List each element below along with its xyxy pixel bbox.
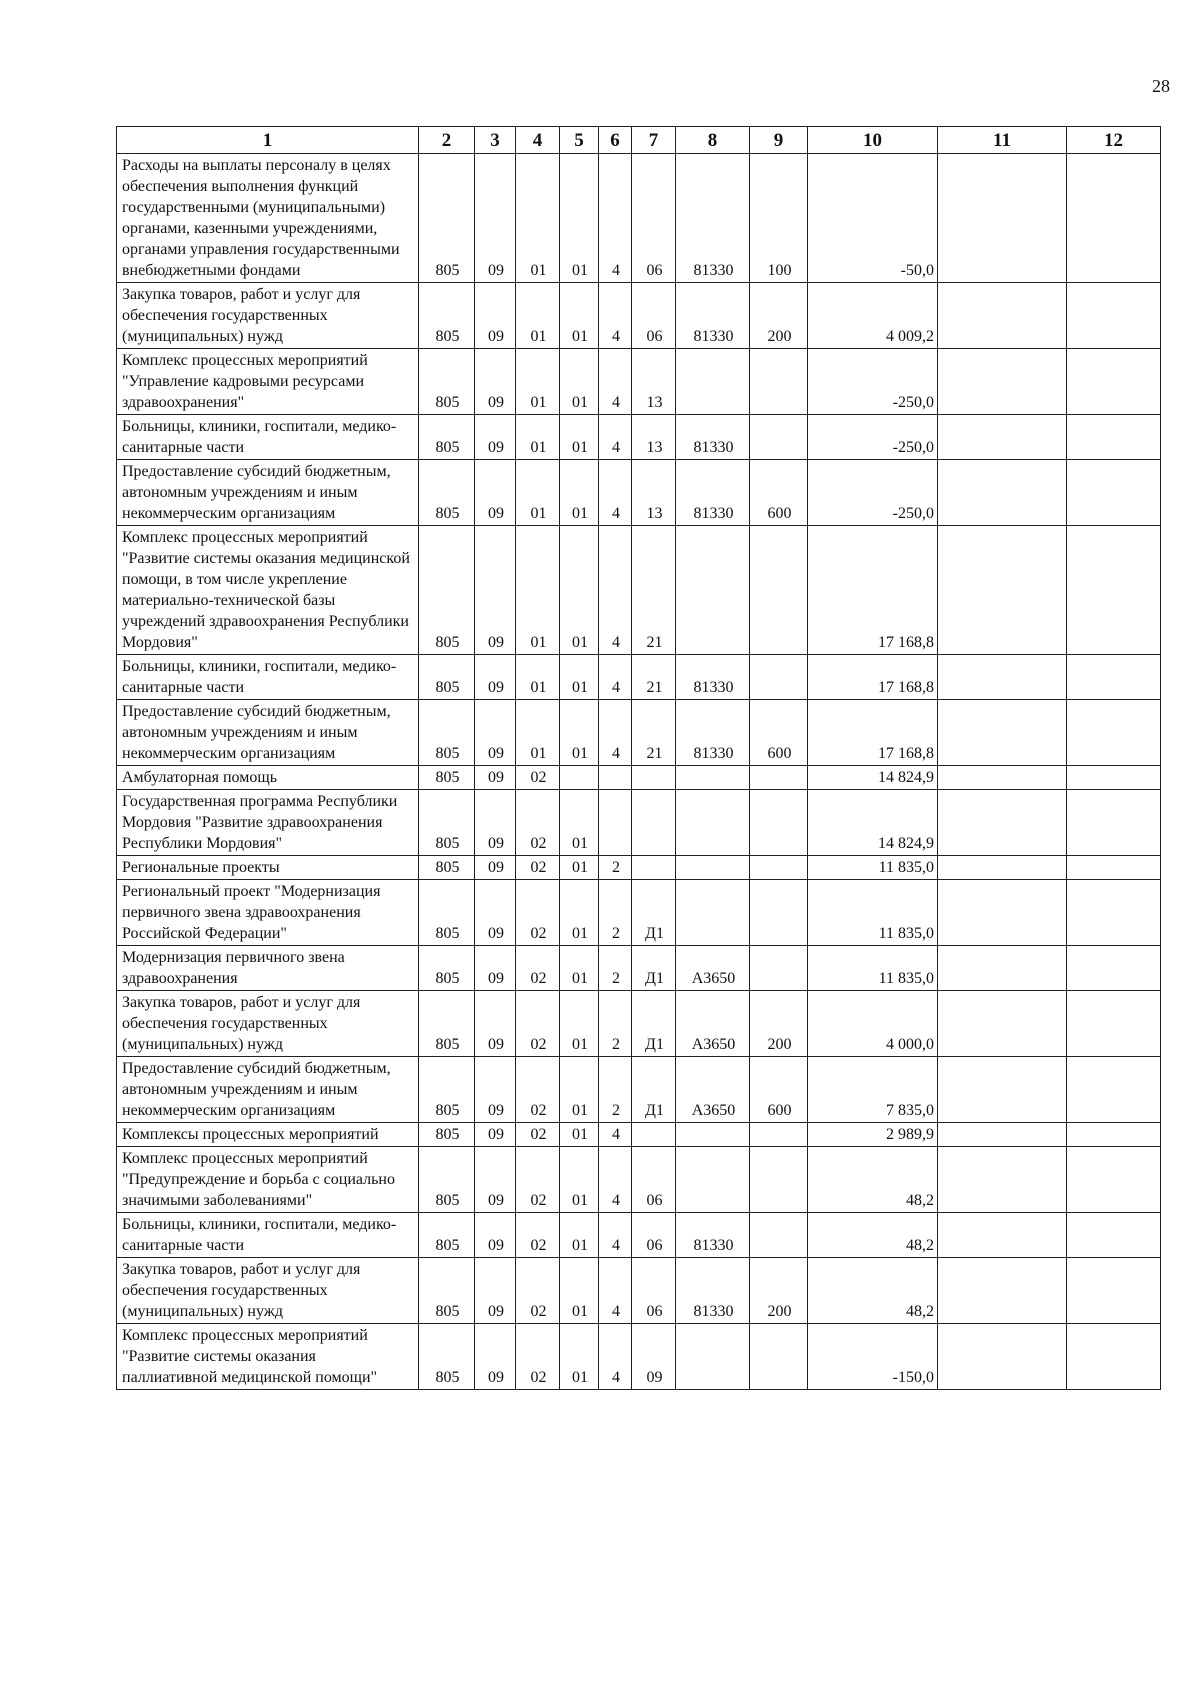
column-11-value-cell: [938, 880, 1067, 946]
direction-code-cell: 81330: [676, 1258, 750, 1324]
expense-type-code-cell: 600: [750, 1057, 808, 1123]
program-code-cell: 01: [560, 1258, 599, 1324]
program-code-cell: 01: [560, 856, 599, 880]
direction-code-cell: [676, 1123, 750, 1147]
ministry-code-cell: 805: [419, 766, 475, 790]
header-row: [117, 127, 1161, 154]
ministry-code-cell: 805: [419, 154, 475, 283]
item-name-cell: Государственная программа Республики Мордовия "Развитие здравоохранения Республики Мордовия": [117, 790, 419, 856]
subsection-code-cell: 02: [516, 1123, 560, 1147]
table-row: [117, 700, 1161, 766]
column-11-value-cell: [938, 655, 1067, 700]
subprogram-code-cell: 2: [599, 946, 632, 991]
table-row: [117, 766, 1161, 790]
expense-type-code-cell: [750, 880, 808, 946]
subsection-code-cell: 01: [516, 154, 560, 283]
column-12-value-cell: [1067, 790, 1161, 856]
expense-type-code-cell: [750, 655, 808, 700]
column-12-value-cell: [1067, 880, 1161, 946]
measure-code-cell: 09: [632, 1324, 676, 1390]
expense-type-code-cell: 200: [750, 1258, 808, 1324]
column-11-value-cell: [938, 946, 1067, 991]
column-header: 2: [419, 127, 475, 154]
measure-code-cell: 21: [632, 700, 676, 766]
column-11-value-cell: [938, 1324, 1067, 1390]
section-code-cell: 09: [475, 1147, 516, 1213]
expense-type-code-cell: [750, 790, 808, 856]
page-number: 28: [1152, 76, 1170, 96]
amount-cell: 11 835,0: [808, 880, 938, 946]
item-name-cell: Региональные проекты: [117, 856, 419, 880]
table-row: [117, 1147, 1161, 1213]
table-row: [117, 1258, 1161, 1324]
section-code-cell: 09: [475, 856, 516, 880]
program-code-cell: 01: [560, 460, 599, 526]
column-11-value-cell: [938, 856, 1067, 880]
ministry-code-cell: 805: [419, 880, 475, 946]
subprogram-code-cell: 2: [599, 856, 632, 880]
amount-cell: 17 168,8: [808, 526, 938, 655]
expense-type-code-cell: [750, 526, 808, 655]
measure-code-cell: 13: [632, 460, 676, 526]
amount-cell: 4 009,2: [808, 283, 938, 349]
measure-code-cell: 06: [632, 1213, 676, 1258]
column-12-value-cell: [1067, 1213, 1161, 1258]
direction-code-cell: [676, 790, 750, 856]
expense-type-code-cell: [750, 415, 808, 460]
column-header: 7: [632, 127, 676, 154]
column-header: 1: [117, 127, 419, 154]
subprogram-code-cell: 4: [599, 1324, 632, 1390]
column-12-value-cell: [1067, 460, 1161, 526]
table-row: [117, 415, 1161, 460]
direction-code-cell: [676, 856, 750, 880]
table-row: [117, 1057, 1161, 1123]
amount-cell: 48,2: [808, 1213, 938, 1258]
measure-code-cell: [632, 790, 676, 856]
item-name-cell: Комплекс процессных мероприятий "Предупреждение и борьба с социально значимыми заболеваниями": [117, 1147, 419, 1213]
table-body: [117, 154, 1161, 1390]
subsection-code-cell: 01: [516, 415, 560, 460]
subprogram-code-cell: 4: [599, 1258, 632, 1324]
item-name-cell: Комплекс процессных мероприятий "Управление кадровыми ресурсами здравоохранения": [117, 349, 419, 415]
table-row: [117, 880, 1161, 946]
direction-code-cell: А3650: [676, 991, 750, 1057]
measure-code-cell: Д1: [632, 946, 676, 991]
section-code-cell: 09: [475, 946, 516, 991]
column-header: 4: [516, 127, 560, 154]
ministry-code-cell: 805: [419, 460, 475, 526]
amount-cell: 17 168,8: [808, 700, 938, 766]
column-header: 6: [599, 127, 632, 154]
column-12-value-cell: [1067, 856, 1161, 880]
section-code-cell: 09: [475, 1324, 516, 1390]
ministry-code-cell: 805: [419, 1213, 475, 1258]
amount-cell: -50,0: [808, 154, 938, 283]
expense-type-code-cell: [750, 1324, 808, 1390]
measure-code-cell: 06: [632, 283, 676, 349]
table-row: [117, 790, 1161, 856]
budget-table: [116, 126, 1161, 1390]
item-name-cell: Больницы, клиники, госпитали, медико-санитарные части: [117, 415, 419, 460]
table-row: [117, 856, 1161, 880]
direction-code-cell: 81330: [676, 655, 750, 700]
amount-cell: 2 989,9: [808, 1123, 938, 1147]
subsection-code-cell: 02: [516, 1147, 560, 1213]
subsection-code-cell: 02: [516, 766, 560, 790]
section-code-cell: 09: [475, 460, 516, 526]
subprogram-code-cell: 4: [599, 1123, 632, 1147]
section-code-cell: 09: [475, 526, 516, 655]
subprogram-code-cell: 2: [599, 880, 632, 946]
column-11-value-cell: [938, 1258, 1067, 1324]
column-header: 5: [560, 127, 599, 154]
program-code-cell: [560, 766, 599, 790]
subprogram-code-cell: 4: [599, 700, 632, 766]
item-name-cell: Амбулаторная помощь: [117, 766, 419, 790]
expense-type-code-cell: [750, 766, 808, 790]
column-11-value-cell: [938, 991, 1067, 1057]
subprogram-code-cell: 4: [599, 460, 632, 526]
amount-cell: -250,0: [808, 349, 938, 415]
section-code-cell: 09: [475, 790, 516, 856]
item-name-cell: Закупка товаров, работ и услуг для обеспечения государственных (муниципальных) нужд: [117, 1258, 419, 1324]
subprogram-code-cell: 4: [599, 415, 632, 460]
column-11-value-cell: [938, 283, 1067, 349]
measure-code-cell: [632, 856, 676, 880]
subsection-code-cell: 02: [516, 946, 560, 991]
column-12-value-cell: [1067, 946, 1161, 991]
amount-cell: 11 835,0: [808, 946, 938, 991]
measure-code-cell: 13: [632, 415, 676, 460]
column-12-value-cell: [1067, 1123, 1161, 1147]
program-code-cell: 01: [560, 790, 599, 856]
expense-type-code-cell: [750, 856, 808, 880]
program-code-cell: 01: [560, 1324, 599, 1390]
direction-code-cell: [676, 526, 750, 655]
ministry-code-cell: 805: [419, 991, 475, 1057]
program-code-cell: 01: [560, 991, 599, 1057]
column-12-value-cell: [1067, 991, 1161, 1057]
subsection-code-cell: 02: [516, 1324, 560, 1390]
column-11-value-cell: [938, 1213, 1067, 1258]
direction-code-cell: [676, 1147, 750, 1213]
subprogram-code-cell: 2: [599, 1057, 632, 1123]
section-code-cell: 09: [475, 655, 516, 700]
ministry-code-cell: 805: [419, 1123, 475, 1147]
program-code-cell: 01: [560, 1213, 599, 1258]
section-code-cell: 09: [475, 991, 516, 1057]
section-code-cell: 09: [475, 880, 516, 946]
direction-code-cell: 81330: [676, 283, 750, 349]
table-row: [117, 460, 1161, 526]
measure-code-cell: 06: [632, 1147, 676, 1213]
ministry-code-cell: 805: [419, 415, 475, 460]
subsection-code-cell: 01: [516, 526, 560, 655]
item-name-cell: Закупка товаров, работ и услуг для обеспечения государственных (муниципальных) нужд: [117, 283, 419, 349]
subsection-code-cell: 02: [516, 991, 560, 1057]
column-11-value-cell: [938, 349, 1067, 415]
item-name-cell: Комплекс процессных мероприятий "Развитие системы оказания медицинской помощи, в том числе укрепление материально-технической базы учреждений здравоохранения Республики Мордовия": [117, 526, 419, 655]
program-code-cell: 01: [560, 880, 599, 946]
subprogram-code-cell: 4: [599, 283, 632, 349]
ministry-code-cell: 805: [419, 1324, 475, 1390]
ministry-code-cell: 805: [419, 700, 475, 766]
program-code-cell: 01: [560, 349, 599, 415]
amount-cell: 17 168,8: [808, 655, 938, 700]
amount-cell: 4 000,0: [808, 991, 938, 1057]
direction-code-cell: [676, 880, 750, 946]
measure-code-cell: 06: [632, 1258, 676, 1324]
amount-cell: 11 835,0: [808, 856, 938, 880]
amount-cell: 48,2: [808, 1258, 938, 1324]
subprogram-code-cell: 4: [599, 1147, 632, 1213]
amount-cell: 48,2: [808, 1147, 938, 1213]
subsection-code-cell: 02: [516, 1057, 560, 1123]
program-code-cell: 01: [560, 700, 599, 766]
column-12-value-cell: [1067, 655, 1161, 700]
column-11-value-cell: [938, 460, 1067, 526]
program-code-cell: 01: [560, 526, 599, 655]
column-header: 12: [1067, 127, 1161, 154]
item-name-cell: Региональный проект "Модернизация первичного звена здравоохранения Российской Федерации": [117, 880, 419, 946]
measure-code-cell: Д1: [632, 991, 676, 1057]
column-header: 10: [808, 127, 938, 154]
section-code-cell: 09: [475, 1213, 516, 1258]
table-row: [117, 991, 1161, 1057]
section-code-cell: 09: [475, 154, 516, 283]
direction-code-cell: [676, 1324, 750, 1390]
ministry-code-cell: 805: [419, 790, 475, 856]
table-row: [117, 1123, 1161, 1147]
amount-cell: -250,0: [808, 415, 938, 460]
amount-cell: 14 824,9: [808, 790, 938, 856]
column-11-value-cell: [938, 1147, 1067, 1213]
ministry-code-cell: 805: [419, 655, 475, 700]
amount-cell: 7 835,0: [808, 1057, 938, 1123]
measure-code-cell: 21: [632, 526, 676, 655]
column-12-value-cell: [1067, 283, 1161, 349]
ministry-code-cell: 805: [419, 526, 475, 655]
table-row: [117, 655, 1161, 700]
direction-code-cell: 81330: [676, 1213, 750, 1258]
column-11-value-cell: [938, 700, 1067, 766]
direction-code-cell: 81330: [676, 415, 750, 460]
subprogram-code-cell: 4: [599, 1213, 632, 1258]
item-name-cell: Закупка товаров, работ и услуг для обеспечения государственных (муниципальных) нужд: [117, 991, 419, 1057]
item-name-cell: Расходы на выплаты персоналу в целях обеспечения выполнения функций государственными (муниципальными) органами, казенными учреждениями, органами управления государственными внебюджетными фондами: [117, 154, 419, 283]
measure-code-cell: 13: [632, 349, 676, 415]
program-code-cell: 01: [560, 946, 599, 991]
section-code-cell: 09: [475, 766, 516, 790]
column-12-value-cell: [1067, 700, 1161, 766]
expense-type-code-cell: [750, 1123, 808, 1147]
expense-type-code-cell: [750, 349, 808, 415]
item-name-cell: Комплекс процессных мероприятий "Развитие системы оказания паллиативной медицинской помощи": [117, 1324, 419, 1390]
section-code-cell: 09: [475, 1258, 516, 1324]
measure-code-cell: 06: [632, 154, 676, 283]
subsection-code-cell: 01: [516, 655, 560, 700]
program-code-cell: 01: [560, 283, 599, 349]
item-name-cell: Предоставление субсидий бюджетным, автономным учреждениям и иным некоммерческим организациям: [117, 460, 419, 526]
table-row: [117, 526, 1161, 655]
expense-type-code-cell: [750, 946, 808, 991]
subprogram-code-cell: [599, 790, 632, 856]
program-code-cell: 01: [560, 1123, 599, 1147]
subsection-code-cell: 02: [516, 1258, 560, 1324]
program-code-cell: 01: [560, 1147, 599, 1213]
item-name-cell: Комплексы процессных мероприятий: [117, 1123, 419, 1147]
amount-cell: -150,0: [808, 1324, 938, 1390]
item-name-cell: Больницы, клиники, госпитали, медико-санитарные части: [117, 1213, 419, 1258]
column-12-value-cell: [1067, 415, 1161, 460]
column-header: 11: [938, 127, 1067, 154]
ministry-code-cell: 805: [419, 1147, 475, 1213]
subsection-code-cell: 02: [516, 790, 560, 856]
direction-code-cell: 81330: [676, 460, 750, 526]
column-12-value-cell: [1067, 1258, 1161, 1324]
subprogram-code-cell: 2: [599, 991, 632, 1057]
direction-code-cell: А3650: [676, 1057, 750, 1123]
section-code-cell: 09: [475, 349, 516, 415]
column-11-value-cell: [938, 1123, 1067, 1147]
column-11-value-cell: [938, 766, 1067, 790]
section-code-cell: 09: [475, 1057, 516, 1123]
measure-code-cell: Д1: [632, 1057, 676, 1123]
ministry-code-cell: 805: [419, 1258, 475, 1324]
column-11-value-cell: [938, 154, 1067, 283]
program-code-cell: 01: [560, 154, 599, 283]
expense-type-code-cell: 600: [750, 460, 808, 526]
column-12-value-cell: [1067, 154, 1161, 283]
item-name-cell: Больницы, клиники, госпитали, медико-санитарные части: [117, 655, 419, 700]
ministry-code-cell: 805: [419, 856, 475, 880]
ministry-code-cell: 805: [419, 283, 475, 349]
direction-code-cell: 81330: [676, 154, 750, 283]
direction-code-cell: А3650: [676, 946, 750, 991]
expense-type-code-cell: 200: [750, 991, 808, 1057]
direction-code-cell: [676, 349, 750, 415]
expense-type-code-cell: [750, 1147, 808, 1213]
expense-type-code-cell: [750, 1213, 808, 1258]
section-code-cell: 09: [475, 415, 516, 460]
program-code-cell: 01: [560, 1057, 599, 1123]
subsection-code-cell: 02: [516, 856, 560, 880]
subsection-code-cell: 01: [516, 460, 560, 526]
subsection-code-cell: 02: [516, 880, 560, 946]
expense-type-code-cell: 200: [750, 283, 808, 349]
item-name-cell: Модернизация первичного звена здравоохранения: [117, 946, 419, 991]
column-11-value-cell: [938, 1057, 1067, 1123]
item-name-cell: Предоставление субсидий бюджетным, автономным учреждениям и иным некоммерческим организациям: [117, 700, 419, 766]
column-11-value-cell: [938, 526, 1067, 655]
subsection-code-cell: 02: [516, 1213, 560, 1258]
subprogram-code-cell: 4: [599, 154, 632, 283]
column-12-value-cell: [1067, 349, 1161, 415]
table-row: [117, 1213, 1161, 1258]
subprogram-code-cell: 4: [599, 526, 632, 655]
program-code-cell: 01: [560, 655, 599, 700]
table-row: [117, 349, 1161, 415]
column-12-value-cell: [1067, 1324, 1161, 1390]
section-code-cell: 09: [475, 700, 516, 766]
section-code-cell: 09: [475, 1123, 516, 1147]
amount-cell: 14 824,9: [808, 766, 938, 790]
subprogram-code-cell: [599, 766, 632, 790]
column-11-value-cell: [938, 415, 1067, 460]
measure-code-cell: 21: [632, 655, 676, 700]
expense-type-code-cell: 600: [750, 700, 808, 766]
column-11-value-cell: [938, 790, 1067, 856]
subprogram-code-cell: 4: [599, 655, 632, 700]
column-12-value-cell: [1067, 1147, 1161, 1213]
column-header: 9: [750, 127, 808, 154]
ministry-code-cell: 805: [419, 946, 475, 991]
subsection-code-cell: 01: [516, 349, 560, 415]
table-row: [117, 154, 1161, 283]
subsection-code-cell: 01: [516, 700, 560, 766]
column-header: 8: [676, 127, 750, 154]
ministry-code-cell: 805: [419, 349, 475, 415]
table-row: [117, 1324, 1161, 1390]
subsection-code-cell: 01: [516, 283, 560, 349]
ministry-code-cell: 805: [419, 1057, 475, 1123]
column-header: 3: [475, 127, 516, 154]
program-code-cell: 01: [560, 415, 599, 460]
column-12-value-cell: [1067, 526, 1161, 655]
subprogram-code-cell: 4: [599, 349, 632, 415]
measure-code-cell: [632, 766, 676, 790]
amount-cell: -250,0: [808, 460, 938, 526]
direction-code-cell: [676, 766, 750, 790]
table-row: [117, 283, 1161, 349]
table-row: [117, 946, 1161, 991]
item-name-cell: Предоставление субсидий бюджетным, автономным учреждениям и иным некоммерческим организациям: [117, 1057, 419, 1123]
column-12-value-cell: [1067, 1057, 1161, 1123]
direction-code-cell: 81330: [676, 700, 750, 766]
column-12-value-cell: [1067, 766, 1161, 790]
measure-code-cell: [632, 1123, 676, 1147]
expense-type-code-cell: 100: [750, 154, 808, 283]
measure-code-cell: Д1: [632, 880, 676, 946]
section-code-cell: 09: [475, 283, 516, 349]
